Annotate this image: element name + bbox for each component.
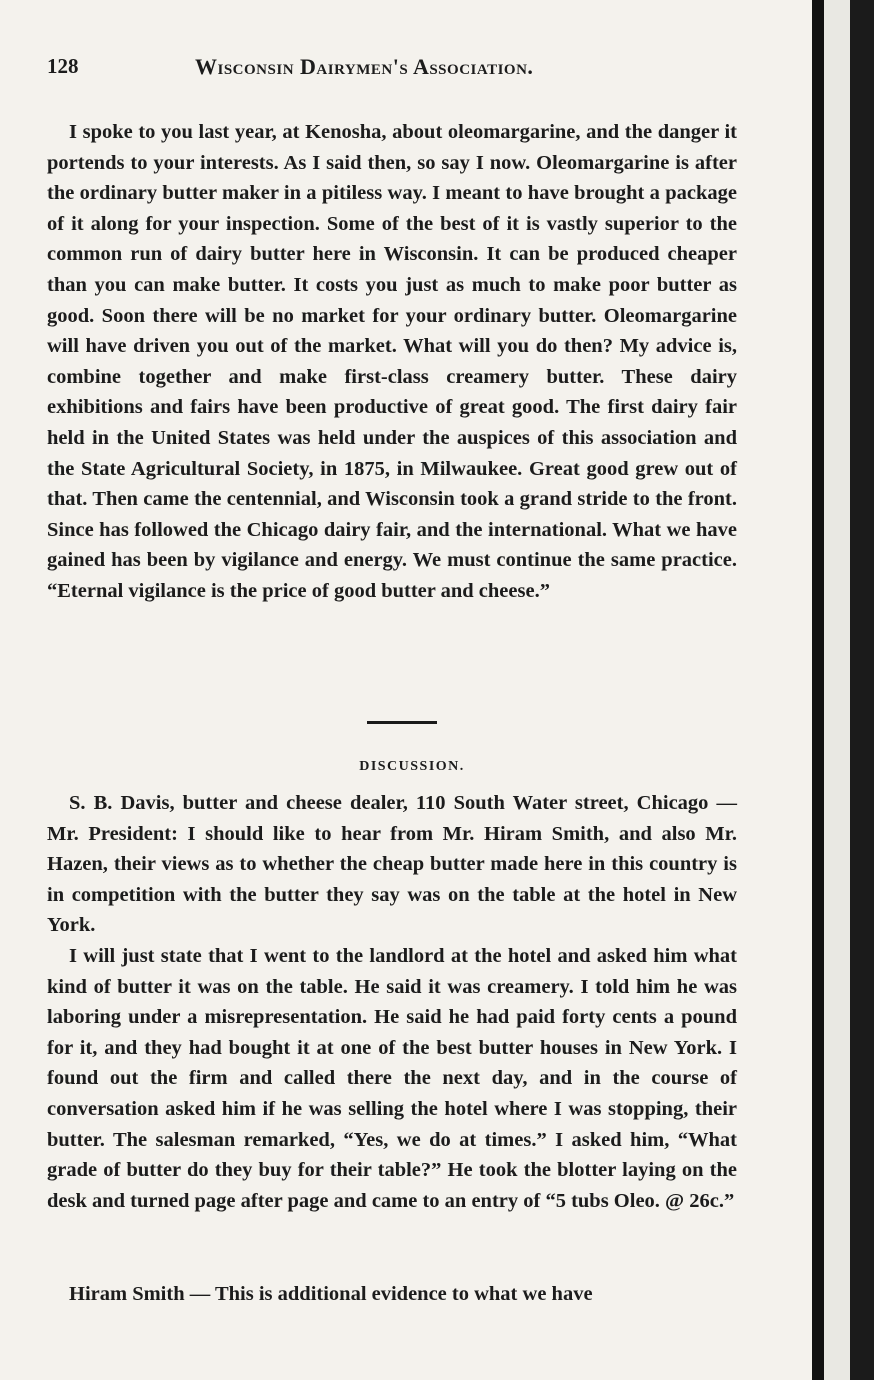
section-heading: DISCUSSION. <box>359 759 465 774</box>
running-title: Wisconsin Dairymen's Association. <box>195 54 534 79</box>
page-gutter-shadow <box>812 0 824 1380</box>
page-edge <box>824 0 850 1380</box>
body-paragraph-2: S. B. Davis, butter and cheese dealer, 110 South Water street, Chicago — Mr. President: I should like to hear from Mr. Hiram Smith, and also Mr. Hazen, their views as to whether the cheap butter made here in this country is in competition with the butter they say was on the table at the hotel in New York. <box>47 792 737 937</box>
body-paragraph-3: I will just state that I went to the landlord at the hotel and asked him what kind of butter it was on the table. He said it was creamery. I told him he was laboring under a misrepresentation. He said he had paid forty cents a pound for it, and they had bought it at one of the best butter houses in New York. I found out the firm and called there the next day, and in the course of conversation asked him if he was selling the hotel where I was stopping, their butter. The salesman remarked, “Yes, we do at times.” I asked him, “What grade of butter do they buy for their table?” He took the blotter laying on the desk and turned page after page and came to an entry of “5 tubs Oleo. @ 26c.” <box>47 945 737 1212</box>
page-header <box>47 54 737 84</box>
section-divider <box>367 721 437 724</box>
page-number: 128 <box>47 54 79 78</box>
body-paragraph-1: I spoke to you last year, at Kenosha, about oleomargarine, and the danger it portends to your interests. As I said then, so say I now. Oleomargarine is after the ordinary butter maker in a pitiless way. I meant to have brought a package of it along for your inspection. Some of the best of it is vastly superior to the common run of dairy butter here in Wisconsin. It can be produced cheaper than you can make butter. It costs you just as much to make poor butter as good. Soon there will be no market for your ordinary butter. Oleomargarine will have driven you out of the market. What will you do then? My advice is, combine together and make first-class creamery butter. These dairy exhibitions and fairs have been productive of great good. The first dairy fair held in the United States was held under the auspices of this association and the State Agricultural Society, in 1875, in Milwaukee. Great good grew out of that. Then came the centennial, and Wisconsin took a grand stride to the front. Since has followed the Chicago dairy fair, and the international. What we have gained has been by vigilance and energy. We must continue the same practice. “Eternal vigilance is the price of good butter and cheese.” <box>47 121 737 602</box>
body-paragraph-4: Hiram Smith — This is additional evidence to what we have <box>69 1283 593 1305</box>
scan-border <box>850 0 874 1380</box>
